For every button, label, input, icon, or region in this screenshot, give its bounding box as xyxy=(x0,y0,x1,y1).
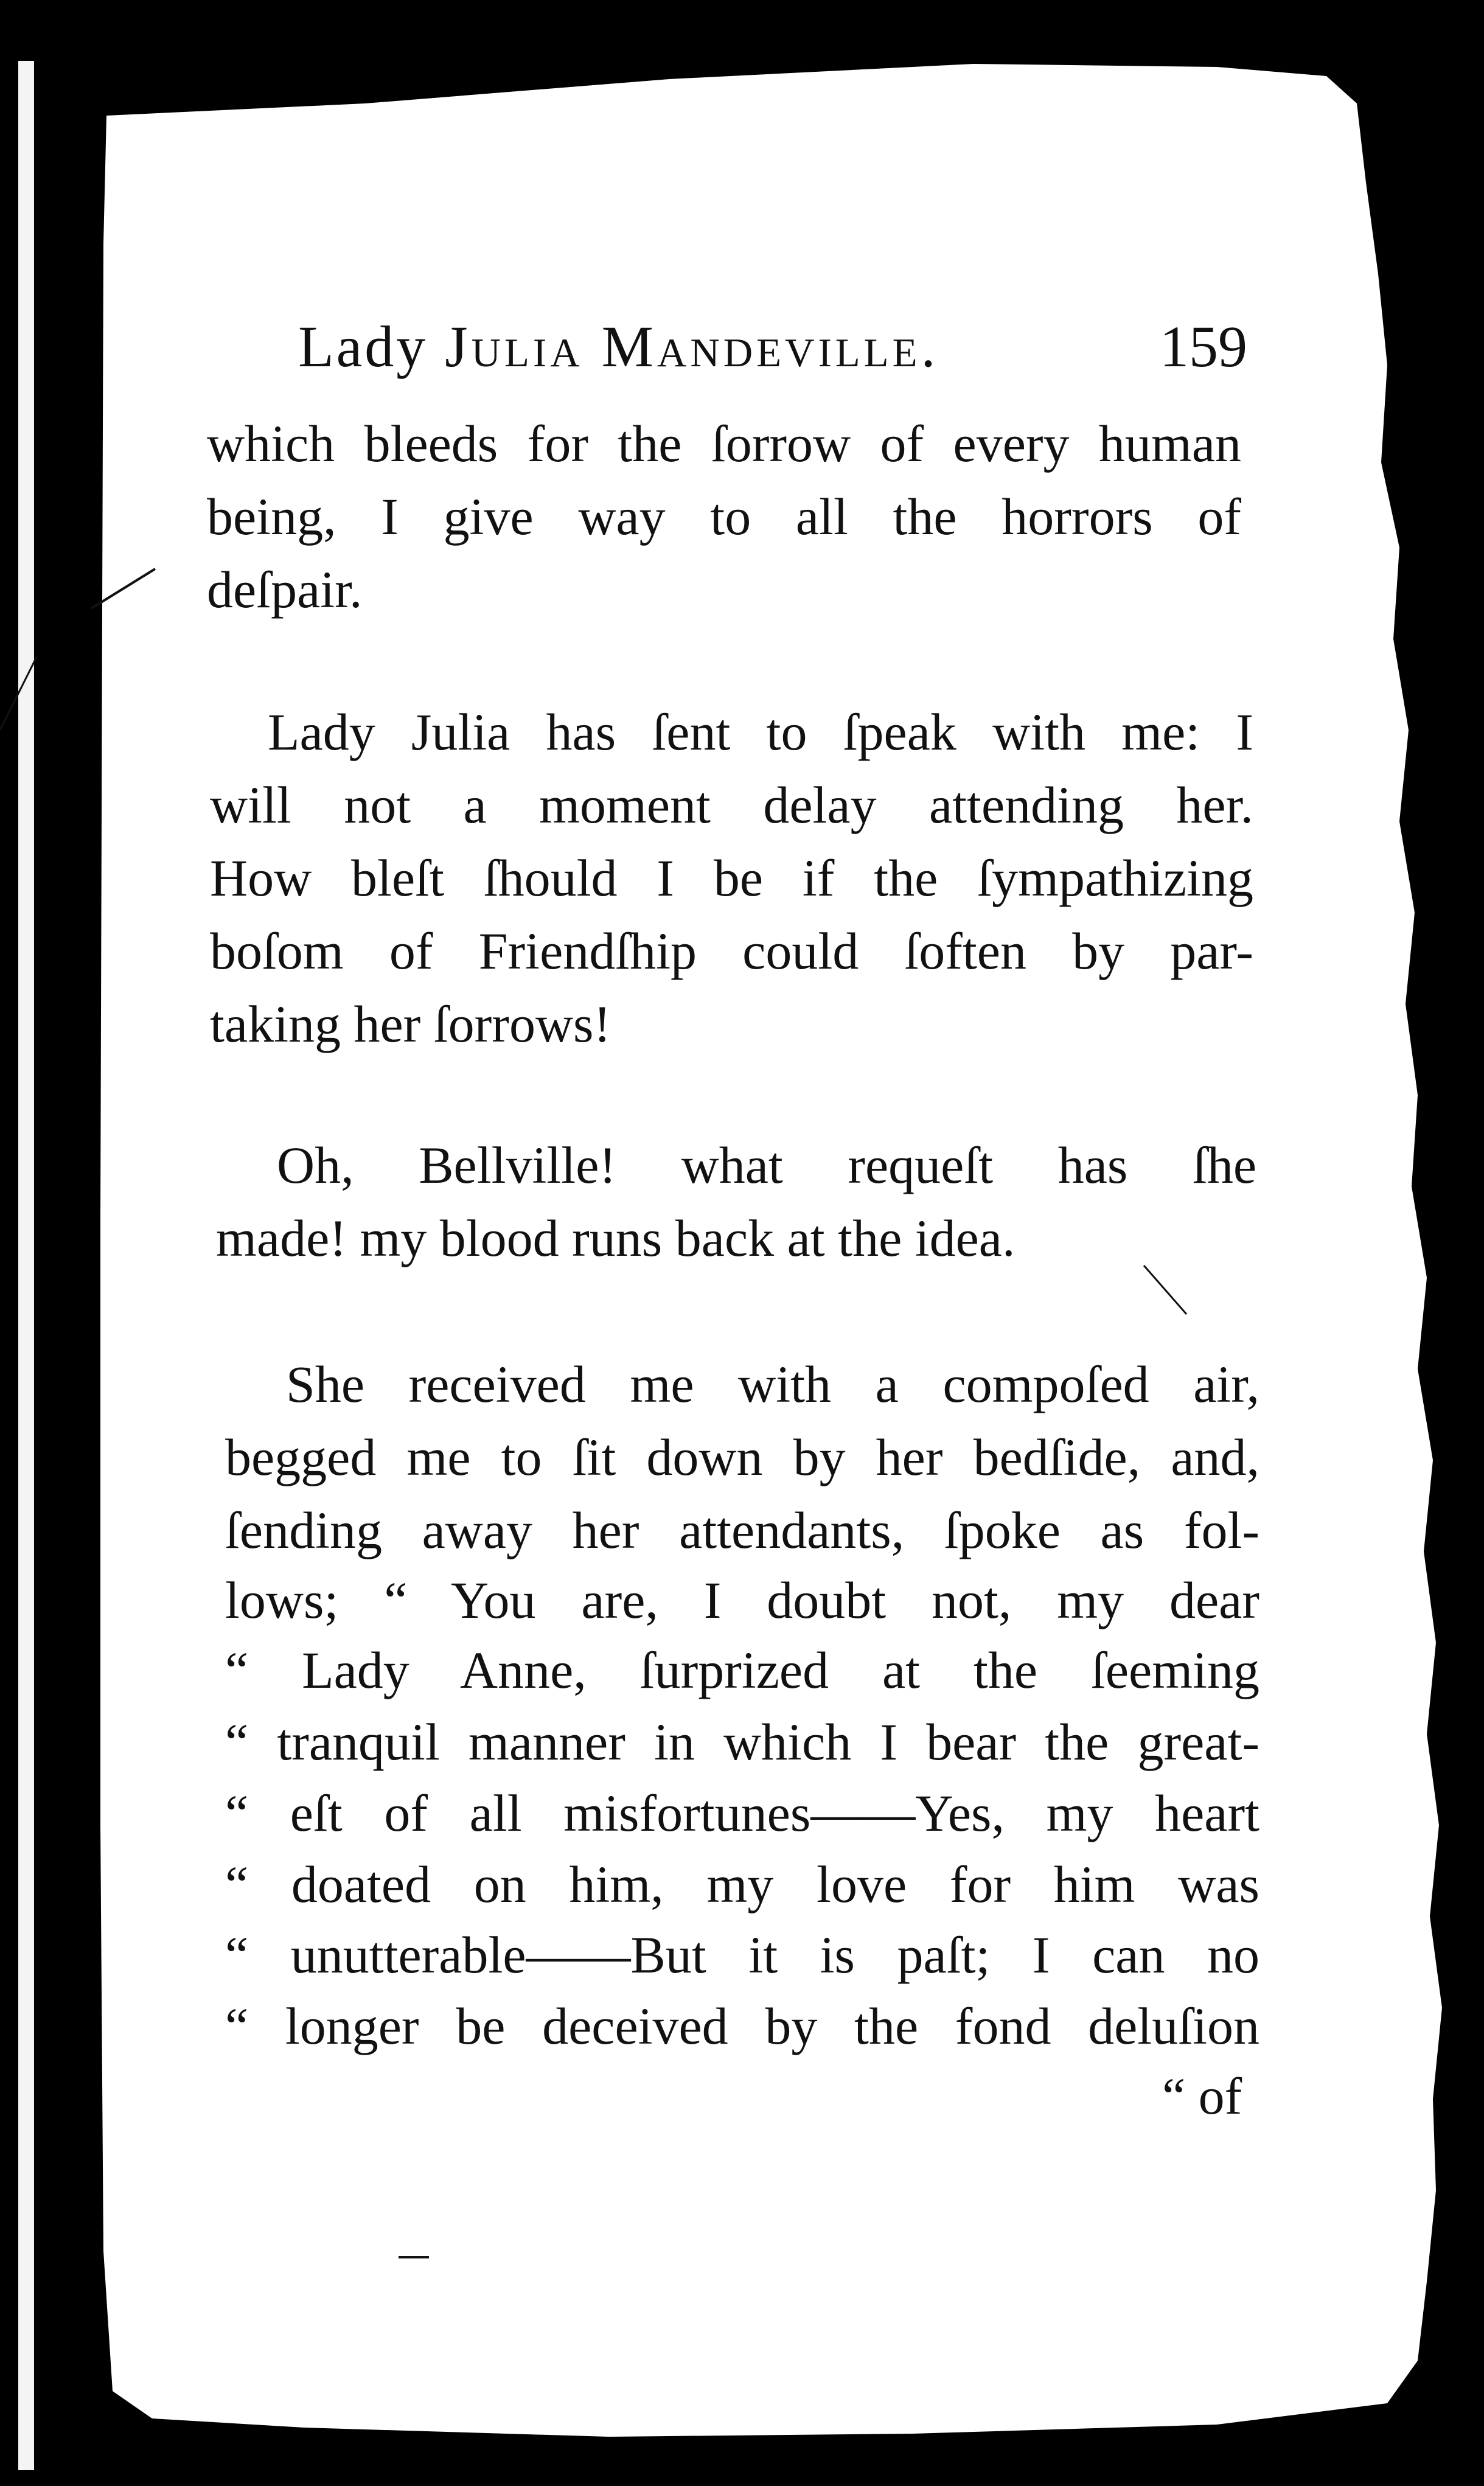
text-line: “ eſt of all misfortunes——Yes, my heart xyxy=(225,1784,1259,1842)
text-line: taking her ſorrows! xyxy=(210,995,611,1053)
text-line: lows; “ You are, I doubt not, my dear xyxy=(225,1571,1259,1629)
text-line: “ longer be deceived by the fond deluſion xyxy=(225,1997,1259,2055)
text-line: She received me with a compoſed air, xyxy=(286,1355,1259,1413)
text-line: “ doated on him, my love for him was xyxy=(225,1855,1259,1913)
text-line: Oh, Bellville! what requeſt has ſhe xyxy=(277,1136,1256,1194)
text-line: which bleeds for the ſorrow of every human xyxy=(207,414,1241,473)
text-line: ſending away her attendants, ſpoke as fol- xyxy=(225,1501,1259,1559)
text-line: made! my blood runs back at the idea. xyxy=(216,1209,1015,1267)
text-line: “ Lady Anne, ſurprized at the ſeeming xyxy=(225,1641,1259,1699)
page-number: 159 xyxy=(1160,314,1247,379)
catchword: “ of xyxy=(1162,2067,1242,2125)
text-line: being, I give way to all the horrors of xyxy=(207,487,1241,546)
running-head xyxy=(292,310,1253,383)
text-line: will not a moment delay attending her. xyxy=(210,776,1253,834)
text-line: “ tranquil manner in which I bear the great- xyxy=(225,1713,1259,1771)
text-line: boſom of Friendſhip could ſoften by par- xyxy=(210,922,1253,980)
text-line: How bleſt ſhould I be if the ſympathizing xyxy=(210,849,1253,907)
text-line: deſpair. xyxy=(207,560,363,619)
text-line: Lady Julia has ſent to ſpeak with me: I xyxy=(268,703,1253,761)
text-line: begged me to ſit down by her bedſide, and, xyxy=(225,1428,1259,1486)
running-head-title: Lady Julia Mandeville. xyxy=(298,314,939,379)
text-line: “ unutterable——But it is paſt; I can no xyxy=(225,1926,1259,1984)
